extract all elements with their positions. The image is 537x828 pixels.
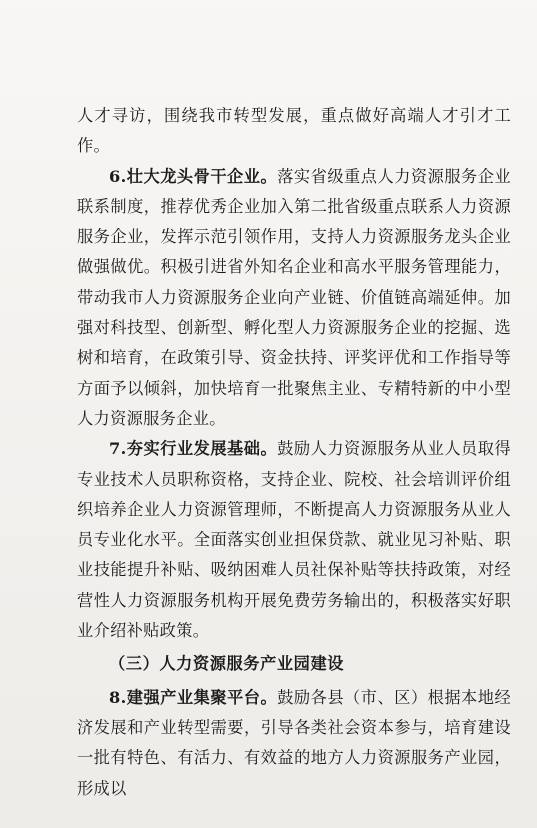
- paragraph-continuation: [77, 101, 511, 162]
- item-heading: 6.壮大龙头骨干企业。: [109, 166, 278, 186]
- paragraph-item-6: [77, 162, 511, 435]
- paragraph-item-7: [77, 434, 511, 646]
- section-title: （三）人力资源服务产业园建设: [109, 654, 345, 674]
- paragraph-item-8: [77, 683, 511, 804]
- document-body: [77, 101, 511, 804]
- paragraph-text: 人才寻访，围绕我市转型发展，重点做好高端人才引才工作。: [77, 106, 511, 156]
- paragraph-text: 鼓励各县（市、区）根据本地经济发展和产业转型需要，引导各类社会资本参与，培育建设一批有特色、有活力、有效益的地方人力资源服务产业园，形成以: [77, 687, 512, 798]
- paragraph-text: 落实省级重点人力资源服务企业联系制度，推荐优秀企业加入第二批省级重点联系人力资源服务企业，发挥示范引领作用，支持人力资源服务龙头企业做强做优。积极引进省外知名企业和高水平服务管理能力，带动我市人力资源服务企业向产业链、价值链高端延伸。加强对科技型、创新型、孵化型人力资源服务企业的挖掘、选树和培育，在政策引导、资金扶持、评奖评优和工作指导等方面予以倾斜，加快培育一批聚焦主业、专精特新的中小型人力资源服务企业。: [77, 166, 512, 428]
- item-heading: 8.建强产业集聚平台。: [109, 687, 278, 707]
- paragraph-text: 鼓励人力资源服务从业人员取得专业技术人员职称资格，支持企业、院校、社会培训评价组织培养企业人力资源管理师，不断提高人力资源服务从业人员专业化水平。全面落实创业担保贷款、就业见习补贴、职业技能提升补贴、吸纳困难人员社保补贴等扶持政策，对经营性人力资源服务机构开展免费劳务输出的，积极落实好职业介绍补贴政策。: [77, 439, 512, 641]
- item-heading: 7.夯实行业发展基础。: [109, 439, 278, 459]
